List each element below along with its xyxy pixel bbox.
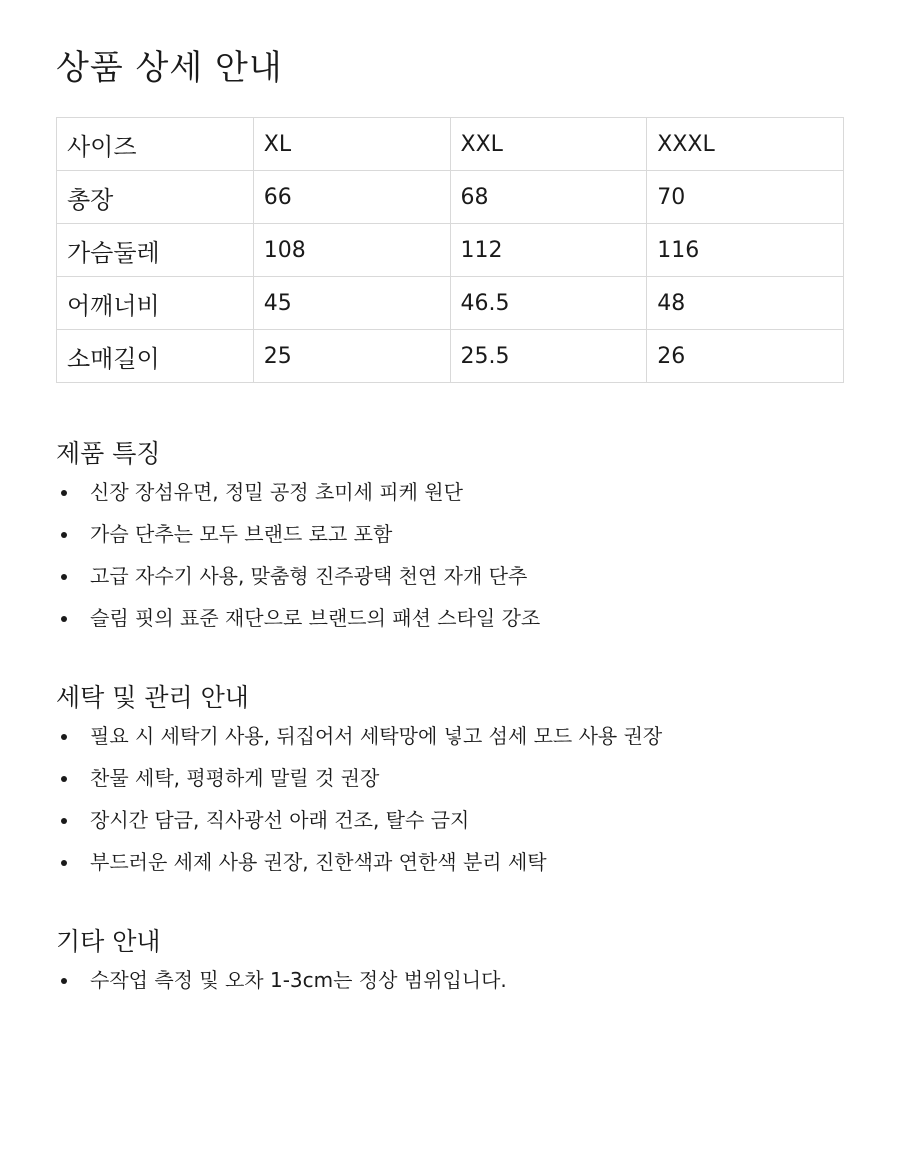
table-row	[57, 330, 844, 383]
page-title: 상품 상세 안내	[56, 48, 283, 88]
list-item	[56, 517, 844, 559]
list-item-text: 슬림 핏의 표준 재단으로 브랜드의 패션 스타일 강조	[90, 606, 541, 630]
section-heading: 세탁 및 관리 안내	[56, 683, 249, 712]
list-item-text: 부드러운 세제 사용 권장, 진한색과 연한색 분리 세탁	[90, 850, 547, 874]
table-cell: 68	[450, 171, 647, 224]
table-row	[57, 224, 844, 277]
bullet-icon	[61, 532, 67, 538]
row-label: 가슴둘레	[57, 224, 254, 277]
section-heading: 제품 특징	[56, 439, 161, 468]
list-item-text: 가슴 단추는 모두 브랜드 로고 포함	[90, 522, 393, 546]
bullet-icon	[61, 776, 67, 782]
bullet-icon	[61, 490, 67, 496]
size-table-header-xl: XL	[253, 118, 450, 171]
table-cell: 70	[647, 171, 844, 224]
list-item-text: 수작업 측정 및 오차 1-3cm는 정상 범위입니다.	[90, 968, 507, 992]
row-label: 어깨너비	[57, 277, 254, 330]
bullet-icon	[61, 616, 67, 622]
list-item	[56, 803, 844, 845]
other-info-section	[56, 925, 844, 1005]
size-table-header-xxl: XXL	[450, 118, 647, 171]
table-cell: 45	[253, 277, 450, 330]
list-item	[56, 559, 844, 601]
other-info-list	[56, 963, 844, 1005]
list-item-text: 찬물 세탁, 평평하게 말릴 것 권장	[90, 766, 380, 790]
list-item	[56, 963, 844, 1005]
list-item	[56, 475, 844, 517]
bullet-icon	[61, 818, 67, 824]
row-label: 소매길이	[57, 330, 254, 383]
care-section	[56, 681, 844, 887]
list-item	[56, 719, 844, 761]
table-cell: 26	[647, 330, 844, 383]
section-heading: 기타 안내	[56, 927, 161, 956]
table-cell: 116	[647, 224, 844, 277]
list-item-text: 장시간 담금, 직사광선 아래 건조, 탈수 금지	[90, 808, 470, 832]
table-cell: 46.5	[450, 277, 647, 330]
list-item-text: 고급 자수기 사용, 맞춤형 진주광택 천연 자개 단추	[90, 564, 528, 588]
list-item-text: 필요 시 세탁기 사용, 뒤집어서 세탁망에 넣고 섬세 모드 사용 권장	[90, 724, 663, 748]
row-label: 총장	[57, 171, 254, 224]
size-table-header-label: 사이즈	[57, 118, 254, 171]
bullet-icon	[61, 734, 67, 740]
list-item	[56, 601, 844, 643]
size-table	[56, 117, 844, 383]
bullet-icon	[61, 860, 67, 866]
list-item	[56, 761, 844, 803]
list-item	[56, 845, 844, 887]
care-list	[56, 719, 844, 887]
table-cell: 112	[450, 224, 647, 277]
table-cell: 66	[253, 171, 450, 224]
table-cell: 25.5	[450, 330, 647, 383]
features-section	[56, 437, 844, 643]
table-cell: 25	[253, 330, 450, 383]
list-item-text: 신장 장섬유면, 정밀 공정 초미세 피케 원단	[90, 480, 463, 504]
size-table-header-xxxl: XXXL	[647, 118, 844, 171]
table-cell: 48	[647, 277, 844, 330]
size-table-header-row	[57, 118, 844, 171]
table-row	[57, 277, 844, 330]
table-cell: 108	[253, 224, 450, 277]
bullet-icon	[61, 574, 67, 580]
bullet-icon	[61, 978, 67, 984]
features-list	[56, 475, 844, 643]
table-row	[57, 171, 844, 224]
